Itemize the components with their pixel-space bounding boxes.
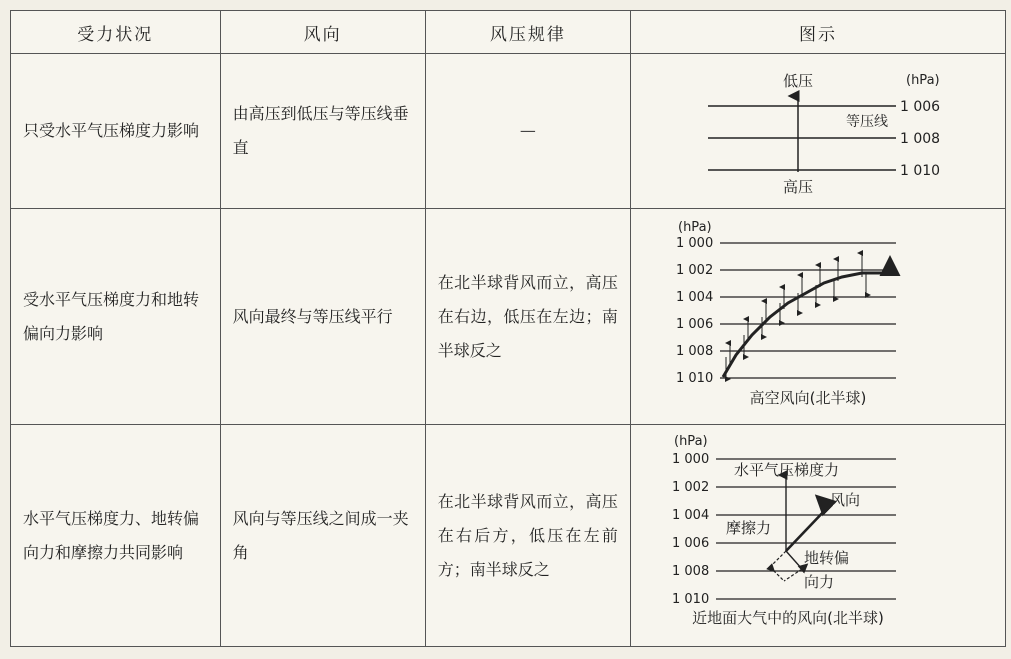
wind-label: 风向 (829, 490, 860, 509)
coriolis-label: 地转偏 (803, 548, 849, 567)
isobar-level: 1 008 (675, 343, 714, 359)
figure-cell (630, 209, 1005, 425)
isobar-level: 1 004 (671, 507, 710, 523)
force-cell: 受水平气压梯度力和地转偏向力影响 (11, 209, 221, 425)
table-row (11, 425, 1006, 647)
direction-cell: 由高压到低压与等压线垂直 (220, 54, 425, 209)
rule-cell: 在北半球背风而立，高压在右后方，低压在左前方；南半球反之 (425, 425, 630, 647)
upper-air-wind-diagram (668, 217, 968, 417)
header-direction: 风向 (220, 11, 425, 54)
rule-cell: — (425, 54, 630, 209)
force-cell: 只受水平气压梯度力影响 (11, 54, 221, 209)
unit-label: (hPa) (677, 219, 712, 235)
direction-cell: 风向最终与等压线平行 (220, 209, 425, 425)
figure-caption: 近地面大气中的风向(北半球) (692, 608, 884, 627)
figure-cell (630, 54, 1005, 209)
coriolis-label: 向力 (803, 572, 834, 591)
wind-arrow (786, 507, 828, 551)
coriolis-arrow (786, 551, 802, 569)
isobar-level: 1 010 (899, 163, 941, 179)
header-force: 受力状况 (11, 11, 221, 54)
pgf-label: 水平气压梯度力 (733, 460, 839, 479)
rule-cell: 在北半球背风而立，高压在右边，低压在左边；南半球反之 (425, 209, 630, 425)
force-cell: 水平气压梯度力、地转偏向力和摩擦力共同影响 (11, 425, 221, 647)
unit-label: (hPa) (905, 73, 940, 88)
isobar-level: 1 008 (899, 131, 941, 147)
table-row (11, 209, 1006, 425)
isobar-level: 1 004 (675, 289, 714, 305)
direction-cell: 风向与等压线之间成一夹角 (220, 425, 425, 647)
pgf-only-diagram (668, 56, 968, 206)
isobar-level: 1 002 (671, 479, 710, 495)
header-row (11, 11, 1006, 54)
table-row (11, 54, 1006, 209)
isobar-level: 1 010 (671, 591, 710, 607)
isobar-level: 1 002 (675, 262, 714, 278)
low-pressure-label: 低压 (782, 72, 813, 90)
isobar-label: 等压线 (845, 114, 888, 130)
wind-table (10, 10, 1006, 647)
figure-caption: 高空风向(北半球) (749, 388, 867, 407)
header-figure: 图示 (630, 11, 1005, 54)
isobar-level: 1 000 (675, 235, 714, 251)
isobar-level: 1 006 (675, 316, 714, 332)
isobar-level: 1 006 (671, 535, 710, 551)
unit-label: (hPa) (673, 433, 708, 449)
isobar-level: 1 010 (675, 370, 714, 386)
isobar-level: 1 006 (899, 99, 941, 115)
surface-wind-diagram (668, 431, 968, 641)
figure-cell (630, 425, 1005, 647)
friction-arrow (770, 551, 786, 567)
header-rule: 风压规律 (425, 11, 630, 54)
resultant-guide (770, 567, 784, 581)
high-pressure-label: 高压 (782, 178, 813, 196)
isobar-level: 1 008 (671, 563, 710, 579)
friction-label: 摩擦力 (725, 518, 771, 537)
isobar-level: 1 000 (671, 451, 710, 467)
